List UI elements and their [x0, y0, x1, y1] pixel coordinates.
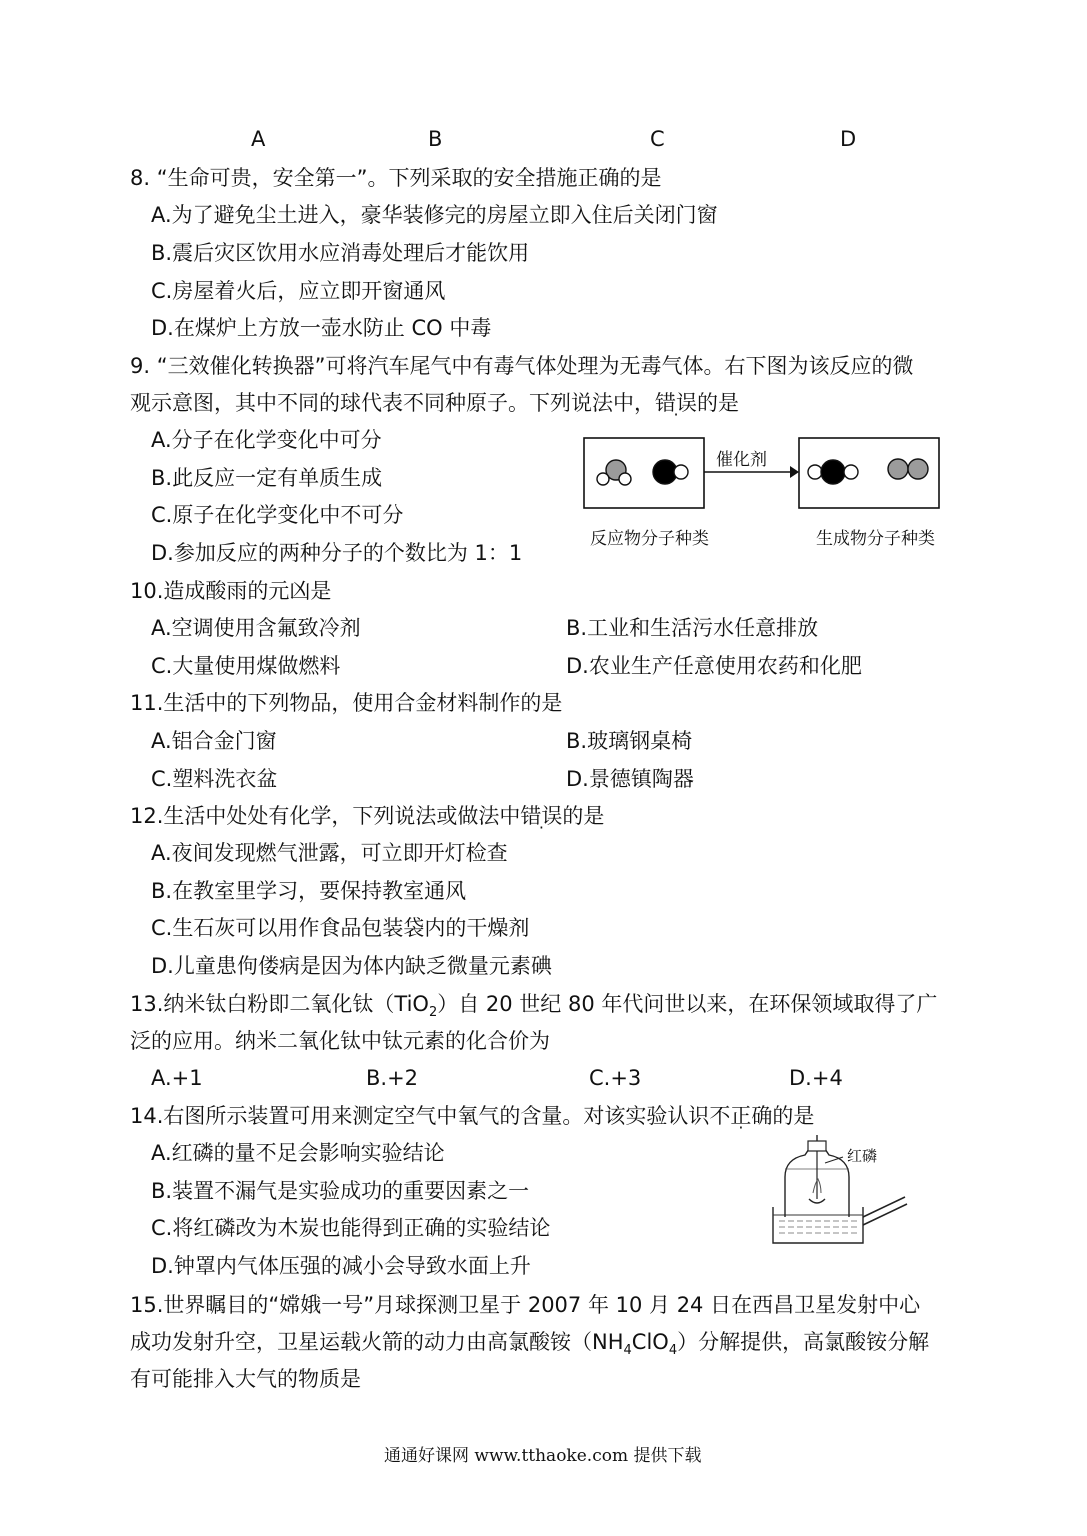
stem-text: 13.纳米钛白粉即二氧化钛（TiO	[130, 992, 429, 1016]
subscript: 4	[623, 1343, 632, 1359]
stem-text: 的是	[772, 1104, 815, 1128]
question-15-stem-line2	[130, 1328, 929, 1365]
question-11-option-b: B.玻璃钢桌椅	[566, 729, 693, 753]
question-8-stem: 8. “生命可贵，安全第一”。下列采取的安全措施正确的是	[130, 166, 662, 190]
white-atom	[597, 473, 609, 485]
question-13-stem-line1	[130, 990, 937, 1027]
stem-text: 成功发射升空，卫星运载火箭的动力由高氯酸铵（NH	[130, 1330, 624, 1354]
question-9-option-d: D.参加反应的两种分子的个数比为 1：1	[151, 541, 523, 565]
question-8-option-a: A.为了避免尘土进入，豪华装修完的房屋立即入住后关闭门窗	[151, 203, 718, 227]
question-9-stem-line1: 9. “三效催化转换器”可将汽车尾气中有毒气体处理为无毒气体。右下图为该反应的微	[130, 354, 914, 378]
arrow-head	[790, 466, 799, 478]
stem-text: ）分解提供，高氯酸铵分解	[677, 1330, 930, 1354]
question-15-stem-line1: 15.世界瞩目的“嫦娥一号”月球探测卫星于 2007 年 10 月 24 日在西昌卫星发射中心	[130, 1293, 921, 1317]
question-12-option-c: C.生石灰可以用作食品包装袋内的干燥剂	[151, 916, 530, 940]
question-8-option-c: C.房屋着火后，应立即开窗通风	[151, 279, 446, 303]
subscript: 2	[428, 1005, 438, 1021]
question-10-stem: 10.造成酸雨的元凶是	[130, 579, 332, 603]
question-11-option-d: D.景德镇陶器	[566, 767, 694, 791]
bell-jar-svg	[765, 1135, 915, 1250]
stem-text: 观示意图，其中不同的球代表不同种原子。下列说法中，	[130, 391, 655, 415]
question-12-option-d: D.儿童患佝偻病是因为体内缺乏微量元素碘	[151, 954, 552, 978]
subscript: 4	[668, 1343, 678, 1359]
catalyst-label: 催化剂	[716, 450, 767, 470]
question-8-option-b: B.震后灾区饮用水应消毒处理后才能饮用	[151, 241, 530, 265]
glass-tube	[863, 1197, 905, 1217]
reactant-caption: 反应物分子种类	[590, 529, 709, 549]
question-15-stem-line3: 有可能排入大气的物质是	[130, 1367, 361, 1391]
white-atom	[619, 473, 631, 485]
stem-text: 12.生活中处处有化学，下列说法或做法中	[130, 804, 521, 828]
option-label-a: A	[251, 127, 266, 151]
question-14-option-c: C.将红磷改为木炭也能得到正确的实验结论	[151, 1216, 551, 1240]
option-label-d: D	[840, 127, 857, 151]
question-11-stem: 11.生活中的下列物品，使用合金材料制作的是	[130, 691, 563, 715]
question-12-stem	[130, 802, 604, 830]
stem-text: 14.右图所示装置可用来测定空气中氧气的含量。对该实验认识	[130, 1104, 710, 1128]
gray-atom	[888, 459, 908, 479]
apparatus-figure	[765, 1135, 915, 1250]
white-atom	[674, 465, 688, 479]
option-label-b: B	[428, 127, 443, 151]
stem-text: 的是	[697, 391, 739, 415]
emphasis-text: 错误	[655, 391, 697, 415]
question-8-option-d: D.在煤炉上方放一壶水防止 CO 中毒	[151, 316, 492, 340]
combustion-spoon	[809, 1199, 825, 1203]
question-14-stem	[130, 1102, 814, 1130]
question-9-option-b: B.此反应一定有单质生成	[151, 466, 383, 490]
question-10-option-a: A.空调使用含氟致冷剂	[151, 616, 361, 640]
question-9-option-a: A.分子在化学变化中可分	[151, 428, 382, 452]
gray-atom	[908, 459, 928, 479]
question-11-option-a: A.铝合金门窗	[151, 729, 277, 753]
product-caption: 生成物分子种类	[816, 529, 935, 549]
question-14-option-a: A.红磷的量不足会影响实验结论	[151, 1141, 445, 1165]
question-13-option-a: A.+1	[151, 1066, 203, 1090]
question-12-option-b: B.在教室里学习，要保持教室通风	[151, 879, 467, 903]
white-atom	[844, 465, 858, 479]
question-10-option-b: B.工业和生活污水任意排放	[566, 616, 819, 640]
question-12-option-a: A.夜间发现燃气泄露，可立即开灯检查	[151, 841, 508, 865]
question-13-option-b: B.+2	[366, 1066, 419, 1090]
question-14-option-d: D.钟罩内气体压强的减小会导致水面上升	[151, 1254, 531, 1278]
question-10-option-c: C.大量使用煤做燃料	[151, 654, 341, 678]
red-phosphorus-label: 红磷	[847, 1147, 878, 1165]
question-13-option-d: D.+4	[789, 1066, 843, 1090]
black-atom	[821, 460, 845, 484]
question-9-option-c: C.原子在化学变化中不可分	[151, 503, 404, 527]
question-13-option-c: C.+3	[589, 1066, 642, 1090]
page-footer: 通通好课网 www.tthaoke.com 提供下载	[384, 1446, 702, 1466]
stem-text: ）自 20 世纪 80 年代问世以来，在环保领域取得了广	[437, 992, 938, 1016]
stem-text: 的是	[562, 804, 605, 828]
question-14-option-b: B.装置不漏气是实验成功的重要因素之一	[151, 1179, 530, 1203]
question-11-option-c: C.塑料洗衣盆	[151, 767, 278, 791]
stem-text: ClO	[631, 1330, 669, 1354]
stopper	[808, 1141, 826, 1151]
question-10-option-d: D.农业生产任意使用农药和化肥	[566, 654, 862, 678]
emphasis-text: 不正确	[709, 1104, 773, 1128]
question-13-stem-line2: 泛的应用。纳米二氧化钛中钛元素的化合价为	[130, 1029, 550, 1053]
molecule-diagram-svg	[580, 432, 950, 512]
question-9-stem-line2	[130, 389, 739, 417]
emphasis-text: 错误	[520, 804, 563, 828]
reaction-diagram	[580, 432, 950, 552]
option-label-c: C	[650, 127, 665, 151]
white-atom	[808, 465, 822, 479]
